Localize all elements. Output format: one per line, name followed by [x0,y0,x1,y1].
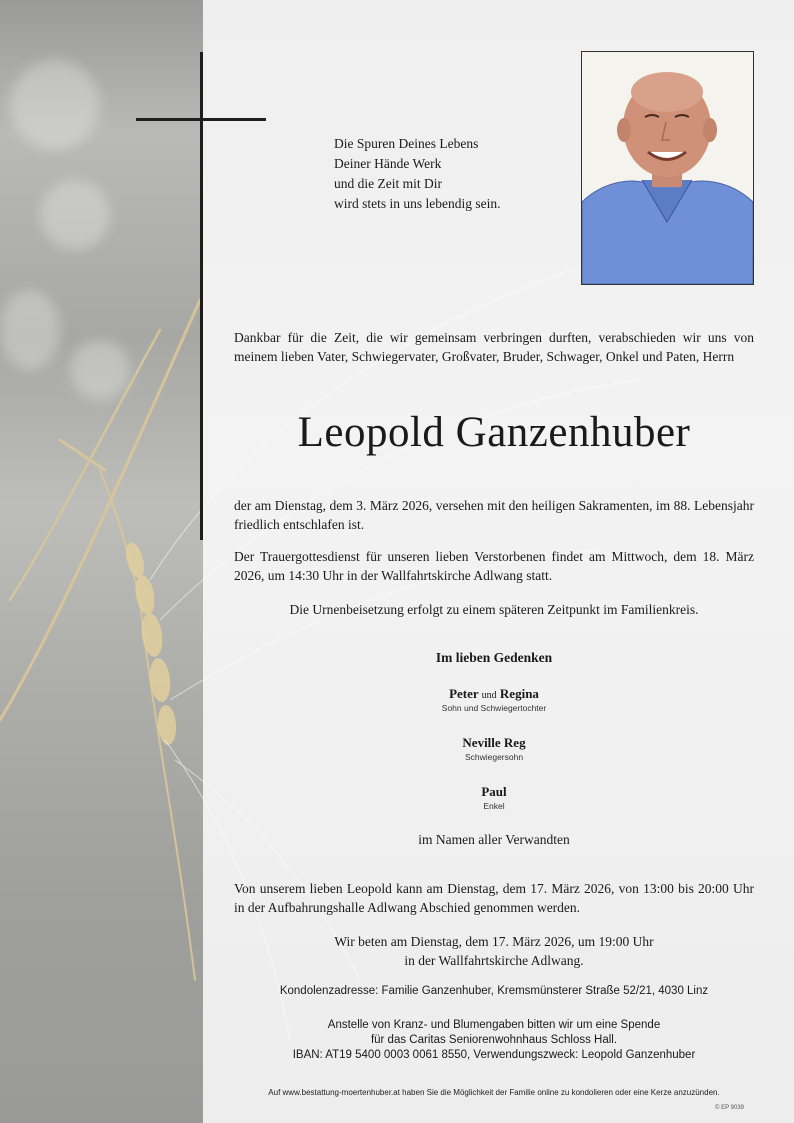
urn-burial-text: Die Urnenbeisetzung erfolgt zu einem späteren Zeitpunkt im Familienkreis. [289,602,699,617]
poem [334,134,500,214]
viewing-text: Von unserem lieben Leopold kann am Dienstag, dem 17. März 2026, von 13:00 bis 20:00 Uhr in der Aufbahrungshalle Adlwang Abschied genommen werden. [234,881,754,915]
family-connector: und [481,690,497,701]
cross-icon-horizontal [136,118,266,121]
bokeh-light [40,180,110,250]
bokeh-light [0,290,60,370]
family-member-name: Neville Reg [462,735,526,750]
relatives-text: im Namen aller Verwandten [418,832,570,847]
family-member [234,784,754,811]
background-left-band [0,0,203,1123]
donation-line: Anstelle von Kranz- und Blumengaben bitten wir um eine Spende [327,1019,661,1031]
family-name-a: Peter [449,686,479,701]
cross-icon-vertical [200,52,203,540]
family-member-role: Enkel [483,801,505,811]
prayer-line: Wir beten am Dienstag, dem 17. März 2026, um 19:00 Uhr [334,934,654,949]
poem-line: wird stets in uns lebendig sein. [334,196,501,211]
bokeh-light [70,340,130,400]
print-code: © EP 9039 [715,1105,744,1111]
donation-iban: IBAN: AT19 5400 0003 0061 8550, Verwendungszweck: Leopold Ganzenhuber [292,1049,696,1061]
portrait-photo [581,51,754,285]
family-member-role: Sohn und Schwiegertochter [441,703,547,713]
funeral-service-text: Der Trauergottesdienst für unseren lieben Verstorbenen findet am Mittwoch, dem 18. März 2026, um 14:30 Uhr in der Wallfahrtskirche Adlwang statt. [234,549,754,583]
family-member-name [234,686,754,702]
prayer-text [234,932,754,970]
prayer-line: in der Wallfahrtskirche Adlwang. [404,953,584,968]
family-member-name: Paul [481,784,507,799]
death-notice-text: der am Dienstag, dem 3. März 2026, versehen mit den heiligen Sakramenten, im 88. Lebensjahr friedlich entschlafen ist. [234,498,754,532]
donation-text [234,1018,754,1063]
family-member [234,686,754,713]
memory-heading: Im lieben Gedenken [435,650,553,665]
poem-line: und die Zeit mit Dir [334,176,442,191]
poem-line: Deiner Hände Werk [334,156,442,171]
portrait-image [582,52,753,284]
condolence-address: Kondolenzadresse: Familie Ganzenhuber, Kremsmünsterer Straße 52/21, 4030 Linz [279,985,709,997]
deceased-name: Leopold Ganzenhuber [297,409,691,456]
poem-line: Die Spuren Deines Lebens [334,136,479,151]
intro-text: Dankbar für die Zeit, die wir gemeinsam verbringen durften, verabschieden wir uns von meinem lieben Vater, Schwiegervater, Großvater, Bruder, Schwager, Onkel und Paten, Herrn [234,330,754,364]
bokeh-light [10,60,100,150]
family-member [234,735,754,762]
footer-note: Auf www.bestattung-moertenhuber.at haben Sie die Möglichkeit der Familie online zu kondolieren oder eine Kerze anzuzünden. [268,1088,720,1097]
donation-line: für das Caritas Seniorenwohnhaus Schloss Hall. [370,1034,618,1046]
family-member-role: Schwiegersohn [464,752,524,762]
family-name-b: Regina [499,686,539,701]
